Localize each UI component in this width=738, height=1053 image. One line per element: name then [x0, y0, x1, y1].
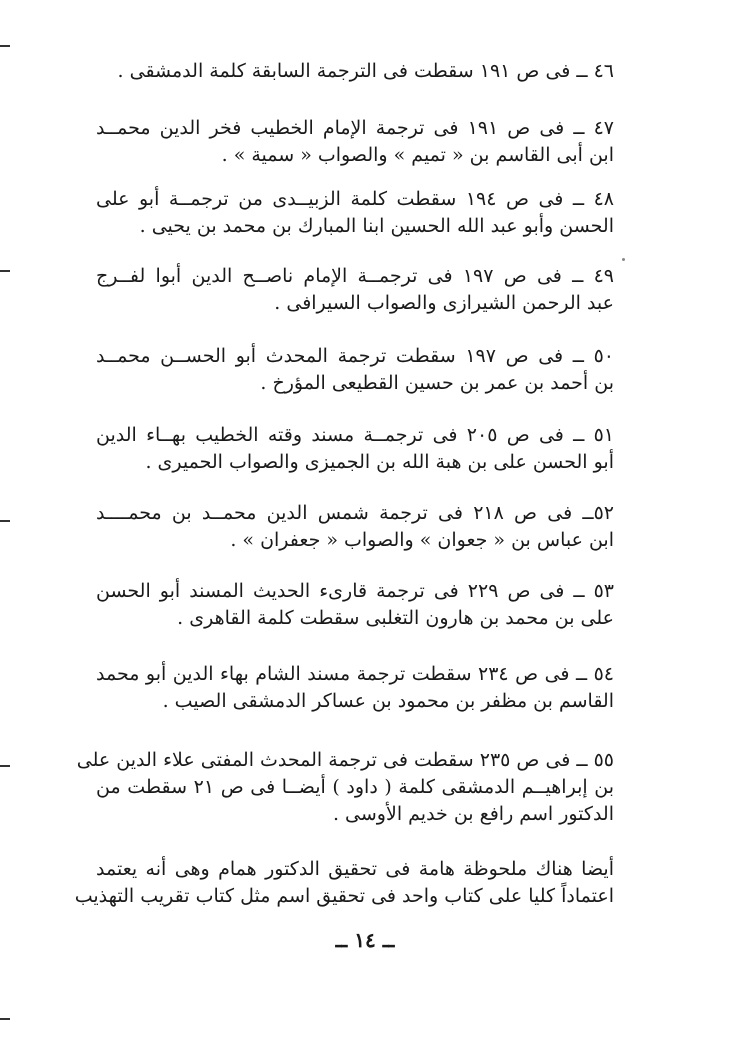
entry-line: ٥٢ــ فى ص ٢١٨ فى ترجمة شمس الدين محمــد بن محمــــد [96, 502, 614, 524]
errata-entry-50 [96, 343, 614, 397]
scan-edge-mark [0, 45, 10, 47]
errata-entry-49 [96, 263, 614, 317]
scan-edge-mark [0, 520, 10, 522]
entry-line: ٥١ ــ فى ص ٢٠٥ فى ترجمــة مسند وقته الخطيب بهــاء الدين [96, 424, 615, 446]
entry-line: ٥٥ ــ فى ص ٢٣٥ سقطت فى ترجمة المحدث المفتى علاء الدين على [76, 749, 614, 771]
entry-line: ٥٠ ــ فى ص ١٩٧ سقطت ترجمة المحدث أبو الحســن محمــد [96, 345, 614, 367]
errata-entry-46 [96, 58, 614, 85]
entry-line: ٤٩ ــ فى ص ١٩٧ فى ترجمــة الإمام ناصــح الدين أبوا لفــرج [96, 265, 614, 287]
entry-line: ٤٧ ــ فى ص ١٩١ فى ترجمة الإمام الخطيب فخر الدين محمــد [96, 117, 614, 139]
scan-speck [622, 258, 625, 261]
entry-line: ٥٤ ــ فى ص ٢٣٤ سقطت ترجمة مسند الشام بهاء الدين أبو محمد [96, 663, 614, 685]
entry-line: بن أحمد بن عمر بن حسين القطيعى المؤرخ . [260, 372, 614, 394]
entry-line: الحسن وأبو عبد الله الحسين ابنا المبارك بن محمد بن يحيى . [139, 215, 614, 237]
errata-entry-55 [76, 747, 615, 828]
entry-line: ٤٦ ــ فى ص ١٩١ سقطت فى الترجمة السابقة كلمة الدمشقى . [117, 60, 614, 82]
errata-entry-52 [96, 500, 614, 554]
entry-line: الدكتور اسم رافع بن خديم الأوسى . [332, 803, 614, 825]
errata-entry-48 [96, 186, 614, 240]
entry-line: أيضا هناك ملحوظة هامة فى تحقيق الدكتور همام وهى أنه يعتمد [96, 858, 614, 880]
entry-line: ٤٨ ــ فى ص ١٩٤ سقطت كلمة الزبيــدى من ترجمــة أبو على [96, 188, 614, 210]
errata-entry-47 [96, 115, 614, 169]
scan-edge-mark [0, 1018, 10, 1020]
entry-line: اعتماداً كليا على كتاب واحد فى تحقيق اسم مثل كتاب تقريب التهذيب [74, 885, 614, 907]
scan-edge-mark [0, 765, 10, 767]
entry-line: على بن محمد بن هارون التغلبى سقطت كلمة القاهرى . [177, 607, 614, 629]
errata-entry-53 [96, 578, 614, 632]
entry-line: ٥٣ ــ فى ص ٢٢٩ فى ترجمة قارىء الحديث المسند أبو الحسن [96, 580, 615, 602]
entry-line: ابن أبى القاسم بن « تميم » والصواب « سمية » . [221, 144, 614, 166]
closing-note-paragraph [74, 856, 614, 910]
errata-entry-54 [96, 661, 614, 715]
entry-line: ابن عباس بن « جعوان » والصواب « جعفران » . [230, 529, 614, 551]
entry-line: عبد الرحمن الشيرازى والصواب السيرافى . [274, 292, 614, 314]
entry-line: القاسم بن مظفر بن محمود بن عساكر الدمشقى الصيب . [162, 690, 614, 712]
errata-entry-51 [96, 422, 614, 476]
entry-line: أبو الحسن على بن هبة الله بن الجميزى والصواب الحميرى . [145, 451, 614, 473]
scan-edge-mark [0, 270, 10, 272]
page-number: ــ ١٤ ــ [335, 928, 395, 952]
entry-line: بن إبراهيــم الدمشقى كلمة ( داود ) أيضــا فى ص ٢١ سقطت من [96, 776, 615, 798]
